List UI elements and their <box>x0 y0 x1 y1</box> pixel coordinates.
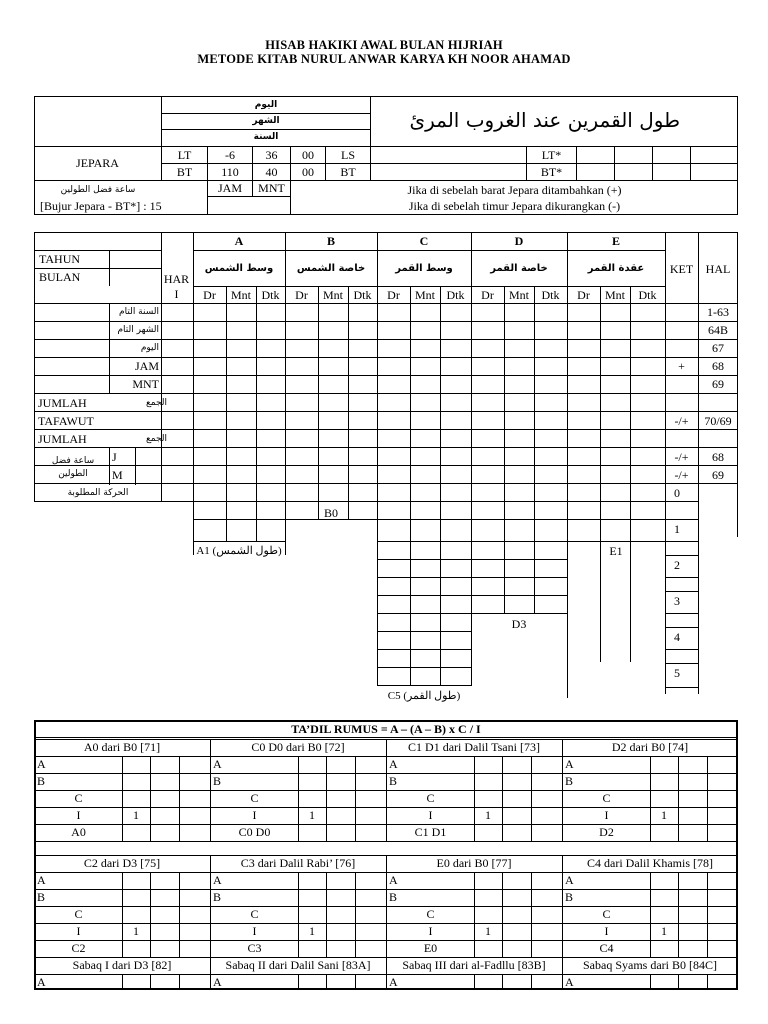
tadil-g2-c-1: C <box>250 907 259 921</box>
bt-min: 40 <box>265 165 278 179</box>
tadil-g2-i-1: I <box>252 924 257 938</box>
col-c-sub-dtk: Dtk <box>446 288 465 302</box>
col-d-sub-mnt: Mnt <box>508 288 529 302</box>
tafawut-ket: -/+ <box>674 414 689 428</box>
d3-label: D3 <box>511 617 527 631</box>
col-d-arabic: خاصة القمر <box>490 263 548 274</box>
haraka-label: الحركة المطلوبة <box>67 488 129 498</box>
label-day: اليوم <box>254 100 278 110</box>
note-east: Jika di sebelah timur Jepara dikurangkan (-) <box>408 199 621 213</box>
tadil-g2-result-1: C3 <box>247 941 262 955</box>
tadil-g1-one-2: 1 <box>485 808 491 822</box>
col-c-sub-dr: Dr <box>387 288 400 302</box>
tadil-g1-result-2: C1 D1 <box>414 825 447 839</box>
tadil-g2-c-3: C <box>602 907 611 921</box>
row-ket-2: + <box>678 359 685 373</box>
tadil-g2-one-2: 1 <box>485 924 491 938</box>
tadil-g3-head-2: Sabaq III dari al-Fadllu [83B] <box>402 958 546 972</box>
tadil-g2-result-3: C4 <box>599 941 614 955</box>
bt-star-label: BT* <box>540 165 563 179</box>
tadil-g2-c-2: C <box>426 907 435 921</box>
bt-label: BT <box>176 165 193 179</box>
tadil-g1-result-1: C0 D0 <box>238 825 271 839</box>
bujur-label: [Bujur Jepara - BT*] : 15 <box>40 199 162 213</box>
tadil-g2-a-0: A <box>37 873 46 887</box>
col-d-letter: D <box>514 234 524 248</box>
bt-dir: BT <box>340 165 356 179</box>
tadil-g2-head-3: C4 dari Dalil Khamis [78] <box>587 856 713 870</box>
tadil-g2-i-2: I <box>428 924 433 938</box>
tadil-g1-a-0: A <box>37 757 46 771</box>
col-b-sub-dr: Dr <box>295 288 308 302</box>
tadil-g1-head-2: C1 D1 dari Dalil Tsani [73] <box>408 740 540 754</box>
tadil-g1-head-1: C0 D0 dari B0 [72] <box>251 740 345 754</box>
tadil-g2-i-3: I <box>604 924 609 938</box>
tadil-g2-head-0: C2 dari D3 [75] <box>83 856 161 870</box>
tadil-g1-i-0: I <box>76 808 81 822</box>
tahun-label: TAHUN <box>39 252 81 266</box>
tadil-g2-c-0: C <box>74 907 83 921</box>
hari-label-top: HAR <box>163 272 190 286</box>
col-b-sub-dtk: Dtk <box>353 288 372 302</box>
m-ket: -/+ <box>674 468 689 482</box>
row-hal-1: 64B <box>707 323 728 337</box>
col-c-arabic: وسط القمر <box>395 263 453 274</box>
col-d-sub-dr: Dr <box>481 288 494 302</box>
tadil-g1-a-3: A <box>565 757 574 771</box>
fadl-label: ساعة فضل الطولين <box>60 185 136 195</box>
col-b-letter: B <box>326 234 335 248</box>
step-4: 4 <box>674 630 680 644</box>
col-c-letter: C <box>419 234 429 248</box>
col-b-sub-mnt: Mnt <box>322 288 343 302</box>
tadil-g1-result-0: A0 <box>71 825 86 839</box>
tadil-g1-i-1: I <box>252 808 257 822</box>
tadil-g1-b-3: B <box>565 774 574 788</box>
m-hal: 69 <box>712 468 724 482</box>
c5-label: C5 (طول القمر) <box>387 690 461 702</box>
tadil-g1-a-2: A <box>389 757 398 771</box>
tadil-g1-one-0: 1 <box>133 808 139 822</box>
tadil-g3-a-0: A <box>37 975 46 989</box>
location-name: JEPARA <box>76 156 119 170</box>
tadil-g2-head-1: C3 dari Dalil Rabi’ [76] <box>240 856 356 870</box>
lt-label: LT <box>177 148 192 162</box>
bt-deg: 110 <box>221 165 239 179</box>
col-e-sub-dr: Dr <box>577 288 590 302</box>
tadil-g3-a-1: A <box>213 975 222 989</box>
tadil-g2-a-3: A <box>565 873 574 887</box>
lt-dir: LS <box>340 148 355 162</box>
j-ket: -/+ <box>674 450 689 464</box>
jumlah1-ar: الجمع <box>145 398 167 408</box>
row-label-3: JAM <box>134 359 159 373</box>
row-label-0: السنة التام <box>119 307 159 317</box>
lt-sec: 00 <box>302 148 314 162</box>
tadil-g3-head-0: Sabaq I dari D3 [82] <box>72 958 172 972</box>
step-1: 1 <box>674 522 680 536</box>
step-2: 2 <box>674 558 680 572</box>
step-0: 0 <box>674 486 680 500</box>
tadil-g2-a-2: A <box>389 873 398 887</box>
lt-star-label: LT* <box>541 148 562 162</box>
tadil-g1-c-3: C <box>602 791 611 805</box>
tadil-g1-a-1: A <box>213 757 222 771</box>
arabic-main-title: طول القمرين عند الغروب المرئ <box>409 108 680 132</box>
ket-header: KET <box>669 262 694 276</box>
tadil-g2-b-1: B <box>213 890 222 904</box>
step-5: 5 <box>674 666 680 680</box>
tadil-g2-b-2: B <box>389 890 398 904</box>
tadil-g2-b-0: B <box>37 890 46 904</box>
col-e-letter: E <box>611 234 620 248</box>
col-a-sub-dtk: Dtk <box>261 288 280 302</box>
tadil-g1-head-3: D2 dari B0 [74] <box>611 740 689 754</box>
col-a-letter: A <box>234 234 244 248</box>
lt-min: 36 <box>265 148 278 162</box>
tadil-g1-c-2: C <box>426 791 435 805</box>
hal-header: HAL <box>705 262 731 276</box>
a1-label: A1 (طول الشمس) <box>196 545 282 557</box>
tadil-g1-c-1: C <box>250 791 259 805</box>
label-month: الشهر <box>252 116 280 126</box>
mnt-label: MNT <box>258 181 285 195</box>
row-label-1: الشهر التام <box>117 325 159 335</box>
row-hal-0: 1-63 <box>707 305 729 319</box>
fadl-arabic: ساعة فضل الطولين <box>51 456 95 479</box>
jumlah1-label: JUMLAH <box>38 396 87 410</box>
row-hal-2: 67 <box>712 341 724 355</box>
tadil-g2-head-2: E0 dari B0 [77] <box>436 856 512 870</box>
tadil-g2-result-0: C2 <box>71 941 86 955</box>
col-e-arabic: عقدة القمر <box>587 263 645 274</box>
col-d-sub-dtk: Dtk <box>541 288 560 302</box>
tadil-g2-a-1: A <box>213 873 222 887</box>
jumlah2-label: JUMLAH <box>38 432 87 446</box>
bt-sec: 00 <box>302 165 314 179</box>
tadil-g3-head-3: Sabaq Syams dari B0 [84C] <box>583 958 717 972</box>
tadil-g1-b-2: B <box>389 774 398 788</box>
tadil-g1-one-3: 1 <box>661 808 667 822</box>
tadil-g2-one-0: 1 <box>133 924 139 938</box>
note-west: Jika di sebelah barat Jepara ditambahkan (+) <box>407 183 622 197</box>
j-hal: 68 <box>712 450 724 464</box>
tadil-g2-one-1: 1 <box>309 924 315 938</box>
tadil-g2-i-0: I <box>76 924 81 938</box>
tafawut-hal: 70/69 <box>704 414 732 428</box>
tadil-g1-result-3: D2 <box>599 825 614 839</box>
tadil-g1-b-1: B <box>213 774 222 788</box>
col-a-sub-dr: Dr <box>203 288 216 302</box>
row-label-4: MNT <box>132 377 159 391</box>
tadil-g1-i-2: I <box>428 808 433 822</box>
page-subtitle: METODE KITAB NURUL ANWAR KARYA KH NOOR AHAMAD <box>197 52 571 66</box>
tadil-g3-a-2: A <box>389 975 398 989</box>
tafawut-label: TAFAWUT <box>38 414 94 428</box>
row-hal-4: 69 <box>712 377 724 391</box>
tadil-g1-c-0: C <box>74 791 83 805</box>
col-e-sub-mnt: Mnt <box>604 288 625 302</box>
tadil-g2-b-3: B <box>565 890 574 904</box>
jam-label: JAM <box>217 181 242 195</box>
b0-label: B0 <box>323 506 338 520</box>
col-a-arabic: وسط الشمس <box>204 263 274 274</box>
tadil-g1-head-0: A0 dari B0 [71] <box>83 740 161 754</box>
col-e-sub-dtk: Dtk <box>638 288 657 302</box>
hari-label-bot: I <box>174 287 179 301</box>
tadil-g1-b-0: B <box>37 774 46 788</box>
tadil-title: TA’DIL RUMUS = A – (A – B) x C / I <box>291 722 481 736</box>
tadil-g3-head-1: Sabaq II dari Dalil Sani [83A] <box>225 958 371 972</box>
row-hal-3: 68 <box>712 359 724 373</box>
col-b-arabic: خاصة الشمس <box>296 263 366 274</box>
tadil-g1-one-1: 1 <box>309 808 315 822</box>
col-c-sub-mnt: Mnt <box>414 288 435 302</box>
tadil-g2-result-2: E0 <box>423 941 438 955</box>
m-label: M <box>112 468 123 482</box>
j-label: J <box>112 450 117 464</box>
jumlah2-ar: الجمع <box>145 434 167 444</box>
col-a-sub-mnt: Mnt <box>230 288 251 302</box>
step-3: 3 <box>674 594 680 608</box>
bulan-label: BULAN <box>39 270 81 284</box>
page-title: HISAB HAKIKI AWAL BULAN HIJRIAH <box>265 38 503 52</box>
row-label-2: اليوم <box>140 343 159 353</box>
label-year: السنة <box>253 132 279 142</box>
tadil-g1-i-3: I <box>604 808 609 822</box>
tadil-g2-one-3: 1 <box>661 924 667 938</box>
tadil-g3-a-3: A <box>565 975 574 989</box>
lt-deg: -6 <box>225 148 235 162</box>
e1-label: E1 <box>609 544 623 558</box>
